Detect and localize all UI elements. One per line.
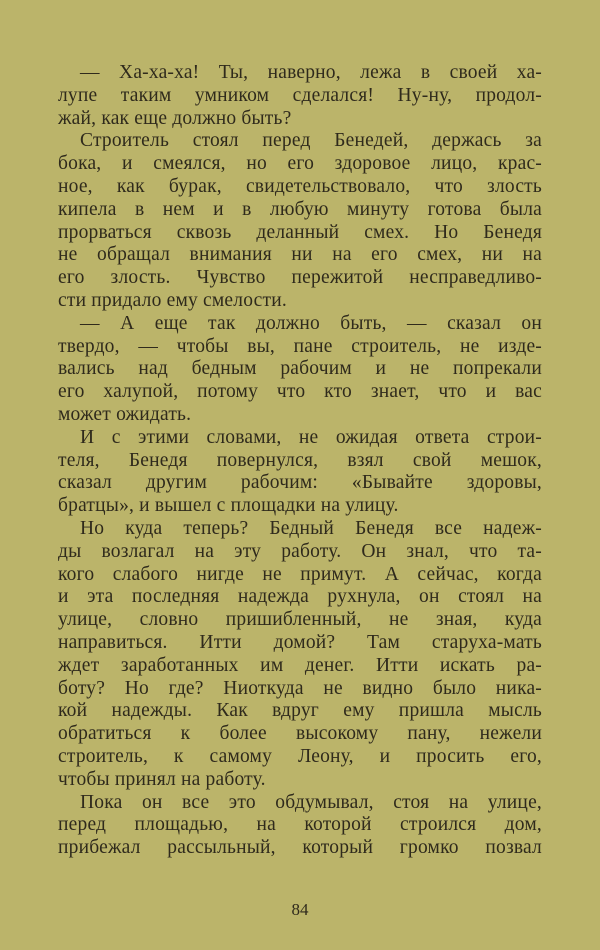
text-line: ждет заработанных им денег. Итти искать ра-	[58, 654, 542, 676]
text-line: и эта последняя надежда рухнула, он стоял на	[58, 586, 542, 608]
text-line: теля, Бенедя повернулся, взял свой мешок,	[58, 449, 542, 471]
text-line: кого слабого нигде не примут. А сейчас, когда	[58, 563, 542, 585]
text-line: — Ха-ха-ха! Ты, наверно, лежа в своей ха-	[80, 62, 542, 83]
text-line: Пока он все это обдумывал, стоя на улице,	[80, 791, 542, 813]
text-line: чтобы принял на работу.	[58, 768, 266, 790]
text-line: сти придало ему смелости.	[58, 289, 287, 311]
text-line: кипела в нем и в любую минуту готова была	[58, 198, 542, 220]
text-line: прорваться сквозь деланный смех. Но Бенедя	[58, 221, 542, 243]
page-text	[58, 62, 542, 860]
text-line: обратиться к более высокому пану, нежели	[58, 723, 542, 745]
text-line: может ожидать.	[58, 403, 192, 425]
text-line: сказал другим рабочим: «Бывайте здоровы,	[58, 472, 542, 494]
text-line: лупе таким умником сделался! Ну-ну, продол-	[58, 84, 542, 106]
text-line: направиться. Итти домой? Там старуха-мать	[58, 631, 542, 653]
text-line: прибежал рассыльный, который громко позвал	[58, 837, 542, 859]
text-line: Но куда теперь? Бедный Бенедя все надеж-	[80, 517, 542, 539]
text-line: И с этими словами, не ожидая ответа строи-	[80, 426, 542, 448]
text-line: бока, и смеялся, но его здоровое лицо, крас-	[58, 153, 542, 175]
text-line: его халупой, потому что кто знает, что и вас	[58, 381, 542, 403]
text-line: братцы», и вышел с площадки на улицу.	[58, 495, 399, 517]
text-line: ное, как бурак, свидетельствовало, что злость	[58, 175, 542, 197]
text-line: улице, словно пришибленный, не зная, куда	[58, 609, 542, 631]
text-line: ды возлагал на эту работу. Он знал, что та-	[58, 540, 542, 562]
text-line: жай, как еще должно быть?	[58, 107, 292, 129]
text-line: вались над бедным рабочим и не попрекали	[58, 358, 542, 380]
text-line: твердо, — чтобы вы, пане строитель, не изде-	[58, 335, 542, 357]
text-line: Строитель стоял перед Бенедей, держась за	[80, 130, 542, 152]
text-line: боту? Но где? Ниоткуда не видно было ника-	[58, 677, 542, 699]
text-line: кой надежды. Как вдруг ему пришла мысль	[58, 700, 542, 722]
text-line: строитель, к самому Леону, и просить его,	[58, 745, 542, 767]
text-line: перед площадью, на которой строился дом,	[58, 814, 542, 836]
text-line: его злость. Чувство пережитой несправедливо-	[58, 267, 542, 289]
text-line: — А еще так должно быть, — сказал он	[80, 312, 542, 334]
page-number: 84	[291, 900, 309, 919]
text-line: не обращал внимания ни на его смех, ни на	[58, 244, 542, 266]
